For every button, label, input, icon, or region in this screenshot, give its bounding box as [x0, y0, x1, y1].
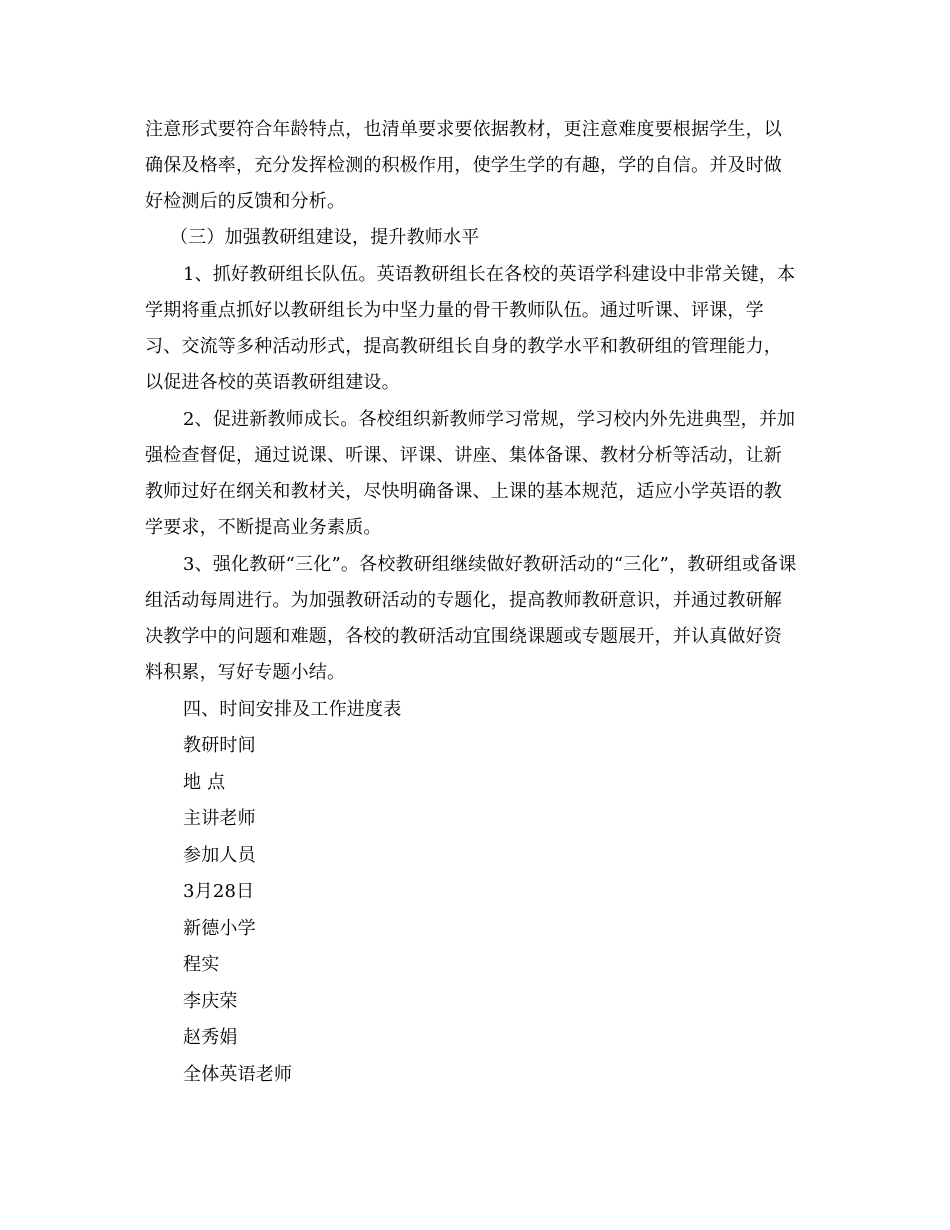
paragraph-line: 组活动每周进行。为加强教研活动的专题化，提高教师教研意识，并通过教研解 — [145, 590, 782, 611]
schedule-item: 教研时间 — [183, 735, 256, 756]
section-heading: （三）加强教研组建设，提升教师水平 — [170, 227, 480, 248]
schedule-item: 程实 — [183, 954, 220, 975]
paragraph-line: 1、抓好教研组长队伍。英语教研组长在各校的英语学科建设中非常关键，本 — [183, 264, 796, 285]
schedule-item: 李庆荣 — [183, 991, 238, 1012]
section-heading: 四、时间安排及工作进度表 — [183, 699, 402, 720]
paragraph-line: 3、强化教研“三化”。各校教研组继续做好教研活动的“三化”，教研组或备课 — [183, 554, 797, 575]
paragraph-line: 注意形式要符合年龄特点，也清单要求要依据教材，更注意难度要根据学生，以 — [145, 119, 782, 140]
schedule-item: 3月28日 — [183, 881, 255, 902]
paragraph-line: 学要求，不断提高业务素质。 — [145, 517, 382, 538]
paragraph-line: 2、促进新教师成长。各校组织新教师学习常规，学习校内外先进典型，并加 — [183, 409, 796, 430]
paragraph-line: 决教学中的问题和难题，各校的教研活动宜围绕课题或专题展开，并认真做好资 — [145, 626, 782, 647]
paragraph-line: 以促进各校的英语教研组建设。 — [145, 372, 400, 393]
paragraph-line: 料积累，写好专题小结。 — [145, 662, 346, 683]
schedule-item: 新德小学 — [183, 918, 256, 939]
paragraph-line: 习、交流等多种活动形式，提高教研组长自身的教学水平和教研组的管理能力， — [145, 336, 782, 357]
paragraph-line: 学期将重点抓好以教研组长为中坚力量的骨干教师队伍。通过听课、评课，学 — [145, 300, 764, 321]
schedule-item: 地 点 — [183, 772, 226, 793]
paragraph-line: 教师过好在纲关和教材关，尽快明确备课、上课的基本规范，适应小学英语的教 — [145, 481, 782, 502]
schedule-item: 赵秀娟 — [183, 1027, 238, 1048]
schedule-item: 主讲老师 — [183, 808, 256, 829]
paragraph-line: 确保及格率，充分发挥检测的积极作用，使学生学的有趣，学的自信。并及时做 — [145, 155, 782, 176]
paragraph-line: 好检测后的反馈和分析。 — [145, 191, 346, 212]
schedule-item: 参加人员 — [183, 845, 256, 866]
paragraph-line: 强检查督促，通过说课、听课、评课、讲座、集体备课、教材分析等活动，让新 — [145, 445, 782, 466]
schedule-item: 全体英语老师 — [183, 1064, 293, 1085]
